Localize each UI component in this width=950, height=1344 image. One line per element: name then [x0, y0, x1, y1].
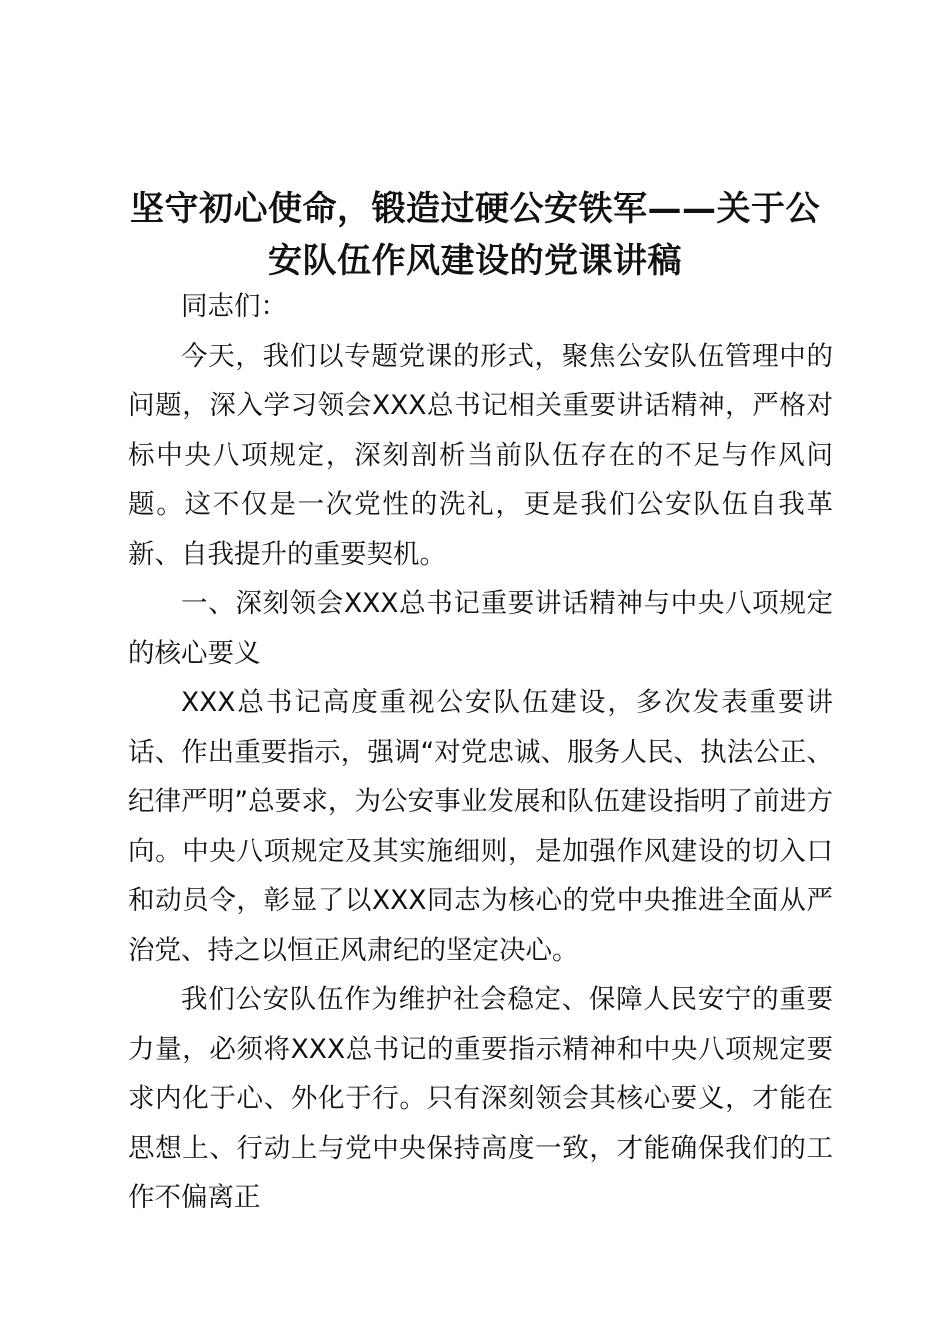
salutation: 同志们：: [181, 291, 287, 322]
body-paragraph: 我们公安队伍作为维护社会稳定、保障人民安宁的重要力量，必须将XXX总书记的重要指示精神和中央八项规定要求内化于心、外化于行。只有深刻领会其核心要义，才能在思想上、行动上与党中央保持高度一致，才能确保我们的工作不偏离正: [128, 984, 833, 1213]
title-line-1: 坚守初心使命，锻造过硬公安铁军——关于公: [130, 189, 820, 229]
title-line-2: 安队伍作风建设的党课讲稿: [268, 241, 682, 281]
body-paragraph: XXX总书记高度重视公安队伍建设，多次发表重要讲话、作出重要指示，强调“对党忠诚、服务人民、执法公正、纪律严明”总要求，为公安事业发展和队伍建设指明了前进方向。中央八项规定及其实施细则，是加强作风建设的切入口和动员令，彰显了以XXX同志为核心的党中央推进全面从严治党、持之以恒正风肃纪的坚定决心。: [128, 687, 833, 966]
intro-paragraph: 今天，我们以专题党课的形式，聚焦公安队伍管理中的问题，深入学习领会XXX总书记相关重要讲话精神，严格对标中央八项规定，深刻剖析当前队伍存在的不足与作风问题。这不仅是一次党性的洗礼，更是我们公安队伍自我革新、自我提升的重要契机。: [128, 340, 833, 570]
document-title: [120, 183, 830, 287]
document-body: [128, 282, 833, 1223]
section-heading: 一、深刻领会XXX总书记重要讲话精神与中央八项规定的核心要义: [128, 588, 833, 669]
